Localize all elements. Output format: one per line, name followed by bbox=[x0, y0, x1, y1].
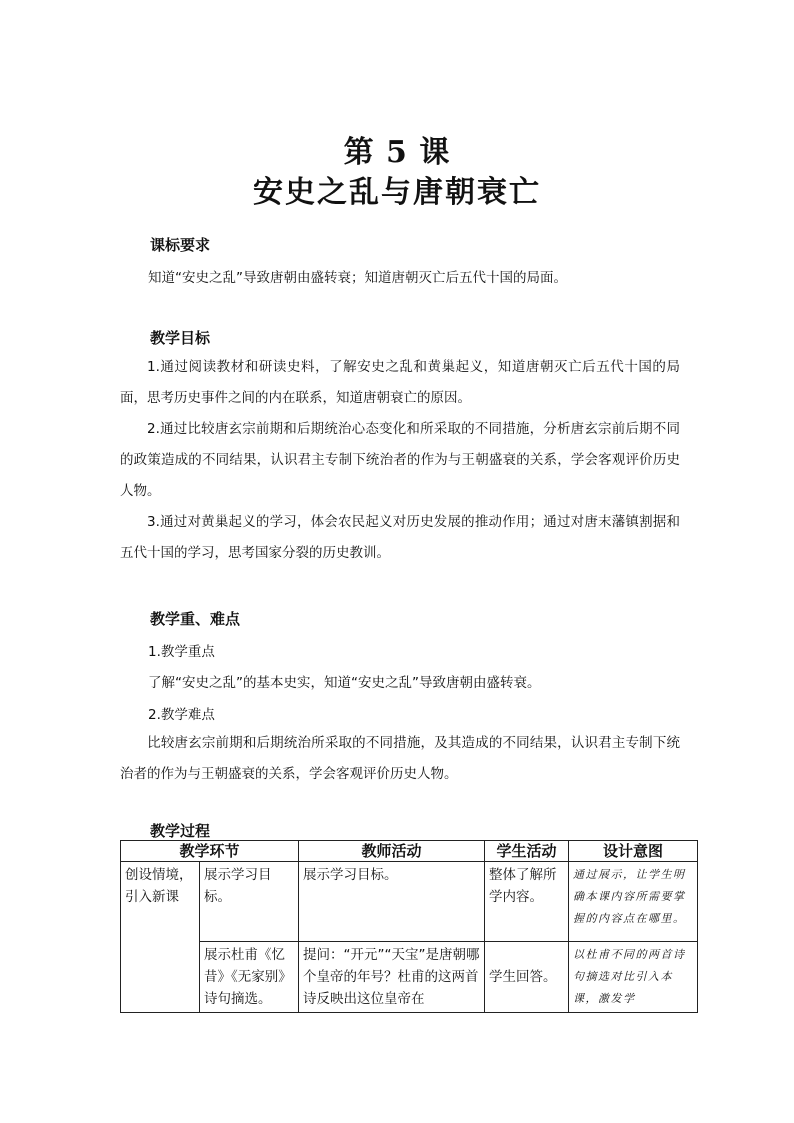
difficult-label: 2.教学难点 bbox=[148, 707, 215, 723]
table-row bbox=[121, 942, 698, 1013]
goal-item-3 bbox=[120, 507, 680, 569]
goal-item-3-text: 3.通过对黄巢起义的学习，体会农民起义对历史发展的推动作用；通过对唐末藩镇割据和五代十国的学习，思考国家分裂的历史教训。 bbox=[120, 514, 680, 561]
step-cell: 展示杜甫《忆昔》《无家别》诗句摘选。 bbox=[200, 942, 299, 1013]
student-cell: 整体了解所学内容。 bbox=[485, 862, 569, 942]
process-table bbox=[120, 840, 698, 1013]
table-header-row bbox=[121, 841, 698, 862]
goal-item-1 bbox=[120, 352, 680, 414]
stage-cell: 创设情境，引入新课 bbox=[121, 862, 200, 1013]
col-header-stage: 教学环节 bbox=[121, 841, 299, 862]
table-row bbox=[121, 862, 698, 942]
key-text: 了解“安史之乱”的基本史实，知道“安史之乱”导致唐朝由盛转衰。 bbox=[148, 675, 541, 691]
teacher-cell: 提问：“开元”“天宝”是唐朝哪个皇帝的年号？杜甫的这两首诗反映出这位皇帝在 bbox=[299, 942, 485, 1013]
goal-item-2-text: 2.通过比较唐玄宗前期和后期统治心态变化和所采取的不同措施，分析唐玄宗前后期不同的政策造成的不同结果，认识君主专制下统治者的作为与王朝盛衰的关系，学会客观评价历史人物。 bbox=[120, 421, 680, 499]
step-cell: 展示学习目标。 bbox=[200, 862, 299, 942]
teacher-cell: 展示学习目标。 bbox=[299, 862, 485, 942]
col-header-intent: 设计意图 bbox=[569, 841, 698, 862]
standard-text: 知道“安史之乱”导致唐朝由盛转衰；知道唐朝灭亡后五代十国的局面。 bbox=[148, 270, 567, 286]
standard-heading: 课标要求 bbox=[150, 236, 211, 254]
difficult-paragraph bbox=[120, 728, 680, 790]
goal-item-2 bbox=[120, 414, 680, 507]
intent-cell: 以杜甫不同的两首诗句摘选对比引入本课，激发学 bbox=[569, 942, 698, 1013]
intent-cell: 通过展示，让学生明确本课内容所需要掌握的内容点在哪里。 bbox=[569, 862, 698, 942]
student-cell: 学生回答。 bbox=[485, 942, 569, 1013]
lesson-number: 第 5 课 bbox=[343, 135, 451, 170]
process-heading: 教学过程 bbox=[150, 822, 211, 840]
key-points-heading: 教学重、难点 bbox=[150, 610, 241, 628]
key-label: 1.教学重点 bbox=[148, 644, 215, 660]
col-header-teacher: 教师活动 bbox=[299, 841, 485, 862]
goals-heading: 教学目标 bbox=[150, 329, 211, 347]
goal-item-1-text: 1.通过阅读教材和研读史料，了解安史之乱和黄巢起义，知道唐朝灭亡后五代十国的局面，思考历史事件之间的内在联系，知道唐朝衰亡的原因。 bbox=[120, 359, 680, 406]
col-header-student: 学生活动 bbox=[485, 841, 569, 862]
lesson-title: 安史之乱与唐朝衰亡 bbox=[253, 175, 541, 210]
difficult-text: 比较唐玄宗前期和后期统治所采取的不同措施，及其造成的不同结果，认识君主专制下统治者的作为与王朝盛衰的关系，学会客观评价历史人物。 bbox=[120, 735, 680, 782]
